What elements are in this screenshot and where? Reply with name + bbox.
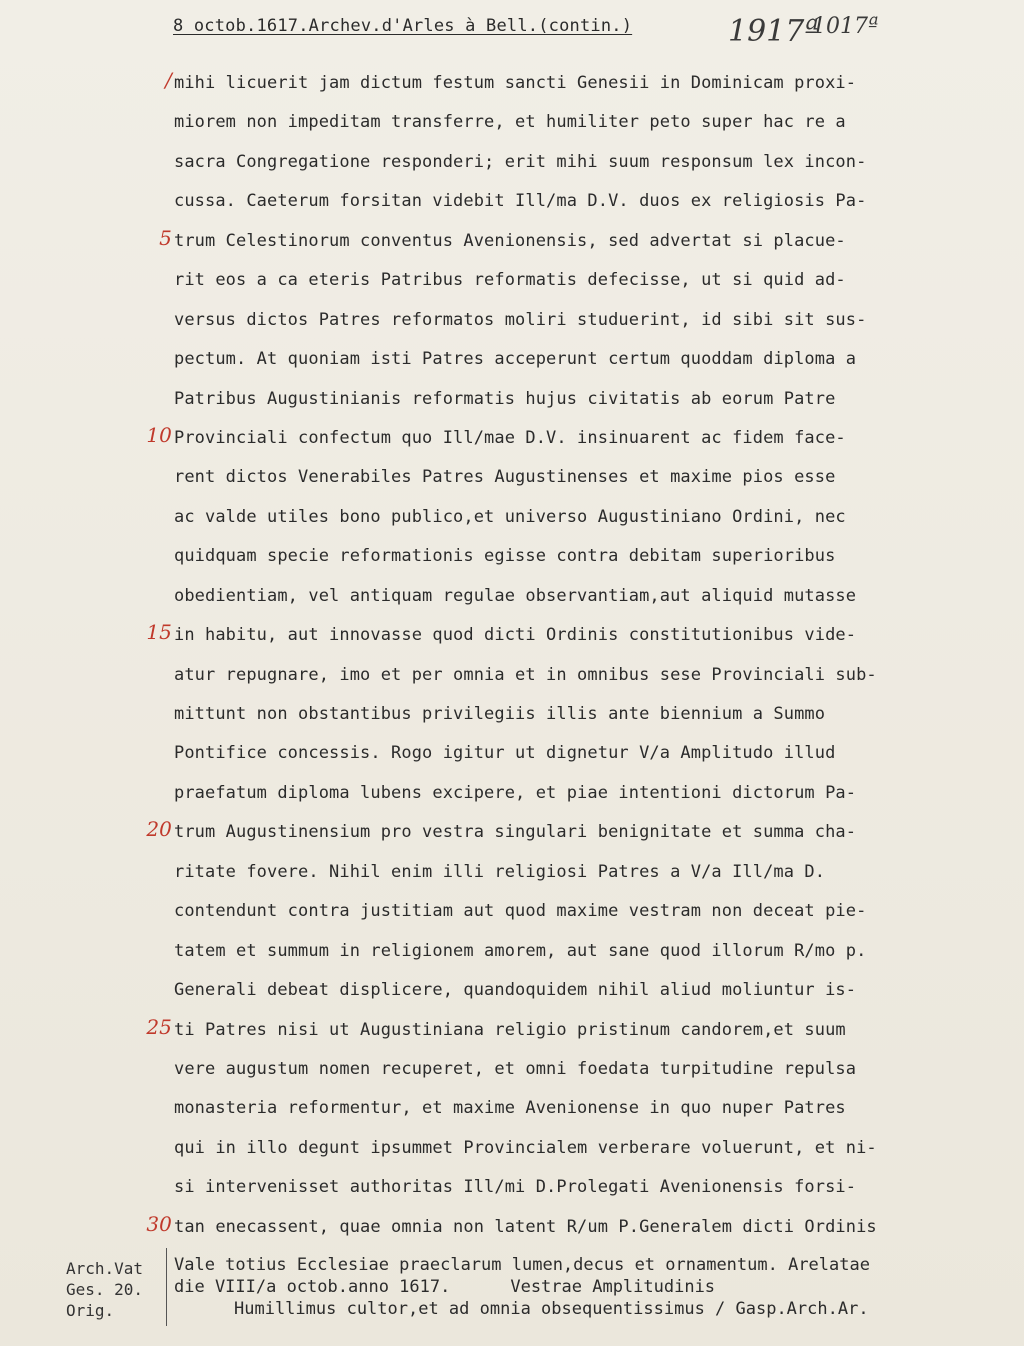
line-number-mark: 10: [146, 422, 172, 447]
text-line: [174, 109, 1004, 148]
line-text: cussa. Caeterum forsitan videbit Ill/ma D.V. duos ex religiosis Pa-: [174, 191, 867, 212]
line-text: Patribus Augustinianis reformatis hujus civitatis ab eorum Patre: [174, 388, 836, 409]
line-text: versus dictos Patres reformatos moliri studuerint, id sibi sit sus-: [174, 309, 867, 330]
text-line: [174, 1135, 1004, 1174]
line-text: ritate fovere. Nihil enim illi religiosi Patres a V/a Ill/ma D.: [174, 861, 826, 882]
text-line: [174, 583, 1004, 622]
line-text: obedientiam, vel antiquam regulae observantiam,aut aliquid mutasse: [174, 585, 857, 606]
text-line: [174, 938, 1004, 977]
line-text: atur repugnare, imo et per omnia et in omnibus sese Provinciali sub-: [174, 664, 877, 685]
handwritten-year-note: 1917ª: [728, 14, 819, 49]
line-text: Pontifice concessis. Rogo igitur ut dignetur V/a Amplitudo illud: [174, 743, 836, 764]
line-text: si intervenisset authoritas Ill/mi D.Prolegati Avenionensis forsi-: [174, 1177, 857, 1198]
source-line: Arch.Vat: [66, 1259, 144, 1278]
archive-source: [66, 1258, 143, 1321]
handwritten-reference-note: 1017ª: [812, 14, 879, 39]
source-line: Ges. 20.: [66, 1280, 144, 1299]
line-number-mark: /: [165, 68, 172, 92]
closing-salutation: Vestrae Amplitudinis: [510, 1277, 716, 1297]
closing-date: die VIII/a octob.anno 1617.: [174, 1277, 451, 1297]
closing-signature-line: Humillimus cultor,et ad omnia obsequentissimus / Gasp.Arch.Ar.: [234, 1299, 869, 1319]
text-line: [174, 386, 1004, 425]
line-text: trum Celestinorum conventus Avenionensis, sed advertat si placue-: [174, 230, 846, 251]
line-number-mark: 20: [146, 817, 172, 842]
line-text: Generali debeat displicere, quandoquidem nihil aliud moliuntur is-: [174, 980, 857, 1001]
closing-line: Vale totius Ecclesiae praeclarum lumen,decus et ornamentum. Arelatae: [174, 1255, 870, 1275]
line-text: miorem non impeditam transferre, et humiliter peto super hac re a: [174, 112, 846, 133]
line-text: sacra Congregatione responderi; erit mihi suum responsum lex incon-: [174, 151, 867, 172]
line-text: qui in illo degunt ipsummet Provincialem verberare voluerunt, et ni-: [174, 1137, 877, 1158]
line-text: praefatum diploma lubens excipere, et piae intentioni dictorum Pa-: [174, 782, 857, 803]
line-text: in habitu, aut innovasse quod dicti Ordinis constitutionibus vide-: [174, 625, 857, 646]
text-line: [174, 543, 1004, 582]
text-line: [174, 504, 1004, 543]
line-number-mark: 5: [159, 225, 172, 250]
line-text: quidquam specie reformationis egisse contra debitam superioribus: [174, 546, 836, 567]
line-text: mittunt non obstantibus privilegiis illis ante biennium a Summo: [174, 704, 826, 724]
text-line: [146, 1211, 1004, 1253]
line-text: ac valde utiles bono publico,et universo Augustiniano Ordini, nec: [174, 506, 846, 527]
letter-closing: [174, 1254, 870, 1320]
text-line: [159, 225, 1004, 267]
line-text: ti Patres nisi ut Augustiniana religio pristinum candorem,et suum: [174, 1019, 846, 1040]
text-line: [174, 740, 1004, 779]
text-line: [146, 620, 1004, 661]
line-text: trum Augustinensium pro vestra singulari benignitate et summa cha-: [174, 822, 857, 843]
text-line: [174, 188, 1004, 227]
text-line: [174, 149, 1004, 188]
line-text: monasteria reformentur, et maxime Avenionense in quo nuper Patres: [174, 1098, 846, 1119]
text-line: [165, 68, 1004, 109]
line-text: rit eos a ca eteris Patribus reformatis defecisse, ut si quid ad-: [174, 270, 846, 291]
text-line: [174, 977, 1004, 1016]
text-line: [174, 464, 1004, 503]
line-text: pectum. At quoniam isti Patres acceperunt certum quoddam diploma a: [174, 349, 857, 370]
text-line: [174, 859, 1004, 898]
text-line: [174, 1174, 1004, 1213]
text-line: [146, 1014, 1004, 1056]
closing-date-line: [174, 1276, 870, 1298]
text-line: [174, 346, 1004, 385]
line-number-mark: 25: [146, 1014, 172, 1039]
line-number-mark: 30: [146, 1211, 172, 1236]
text-line: [174, 1095, 1004, 1134]
text-line: [174, 267, 1004, 306]
text-line: [146, 817, 1004, 858]
footer-divider: [166, 1248, 167, 1326]
letter-body: [146, 68, 1004, 1253]
line-text: contendunt contra justitiam aut quod maxime vestram non deceat pie-: [174, 901, 867, 922]
source-line: Orig.: [66, 1301, 115, 1320]
line-text: vere augustum nomen recuperet, et omni foedata turpitudine repulsa: [174, 1058, 857, 1079]
text-line: [174, 898, 1004, 937]
header-title: 8 octob.1617.Archev.d'Arles à Bell.(contin.): [173, 16, 633, 36]
line-text: tan enecassent, quae omnia non latent R/um P.Generalem dicti Ordinis: [174, 1216, 877, 1237]
text-line: [174, 1056, 1004, 1095]
page-header: [173, 16, 632, 36]
line-text: Provinciali confectum quo Ill/mae D.V. insinuarent ac fidem face-: [174, 427, 846, 448]
text-line: [146, 422, 1004, 464]
line-text: rent dictos Venerabiles Patres Augustinenses et maxime pios esse: [174, 467, 836, 488]
text-line: [174, 701, 1004, 740]
text-line: [174, 780, 1004, 819]
line-text: mihi licuerit jam dictum festum sancti Genesii in Dominicam proxi-: [174, 73, 857, 93]
text-line: [174, 307, 1004, 346]
line-text: tatem et summum in religionem amorem, aut sane quod illorum R/mo p.: [174, 940, 867, 961]
line-number-mark: 15: [146, 620, 172, 645]
text-line: [174, 662, 1004, 701]
